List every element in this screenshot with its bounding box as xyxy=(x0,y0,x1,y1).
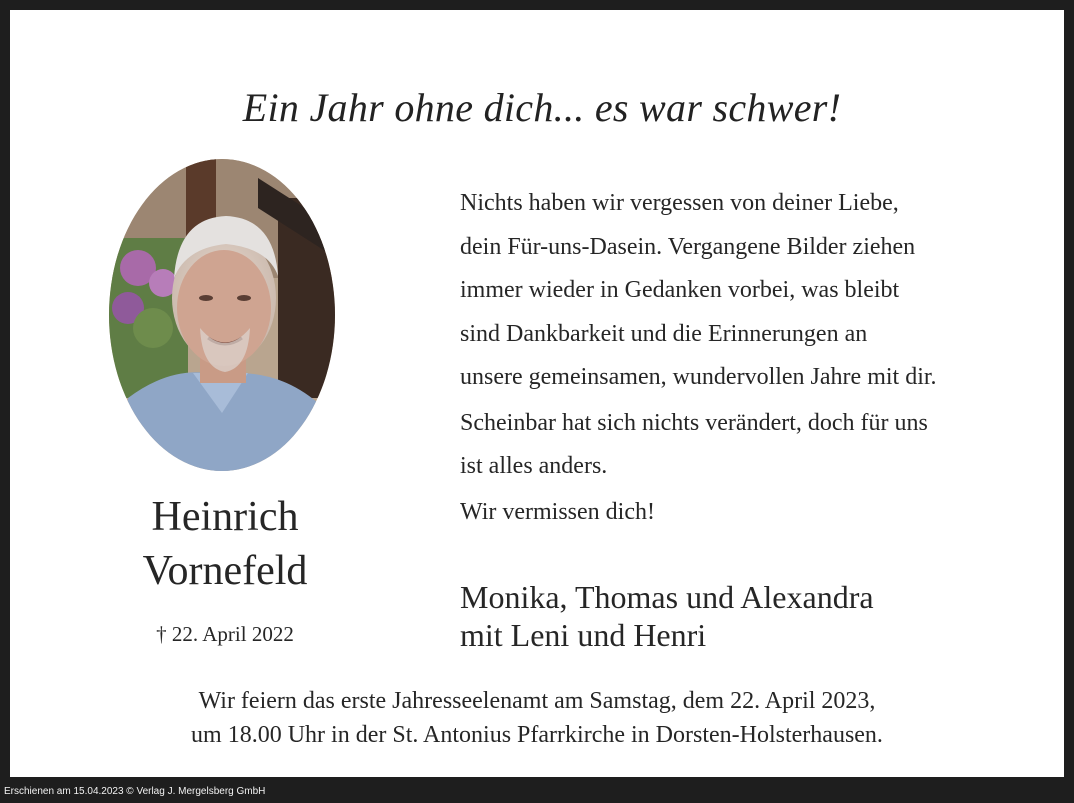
headline: Ein Jahr ohne dich... es war schwer! xyxy=(242,85,842,130)
deceased-last-name: Vornefeld xyxy=(142,548,308,594)
publication-footer: Erschienen am 15.04.2023 © Verlag J. Mergelsberg GmbH xyxy=(4,786,266,797)
service-line: um 18.00 Uhr in der St. Antonius Pfarrkirche in Dorsten-Holsterhausen. xyxy=(191,722,883,748)
poem-line: immer wieder in Gedanken vorbei, was bleibt xyxy=(460,277,900,303)
poem-line: sind Dankbarkeit und die Erinnerungen an xyxy=(460,320,868,347)
family-line: mit Leni und Henri xyxy=(460,617,707,653)
poem-line: dein Für-uns-Dasein. Vergangene Bilder ziehen xyxy=(460,233,916,260)
poem-line: Nichts haben wir vergessen von deiner Liebe, xyxy=(460,190,899,216)
deceased-first-name: Heinrich xyxy=(151,494,299,540)
family-signature xyxy=(460,578,1020,654)
memorial-poem xyxy=(460,182,1050,534)
poem-line: ist alles anders. xyxy=(460,453,608,479)
portrait-photo xyxy=(108,158,336,472)
death-date: † 22. April 2022 xyxy=(156,622,294,646)
poem-line: Scheinbar hat sich nichts verändert, doch für uns xyxy=(460,409,928,436)
service-line: Wir feiern das erste Jahresseelenamt am Samstag, dem 22. April 2023, xyxy=(198,688,876,714)
poem-line: unsere gemeinsamen, wundervollen Jahre mit dir. xyxy=(460,364,937,390)
service-announcement xyxy=(0,684,1074,752)
poem-line: Wir vermissen dich! xyxy=(460,498,655,525)
family-line: Monika, Thomas und Alexandra xyxy=(460,579,874,615)
